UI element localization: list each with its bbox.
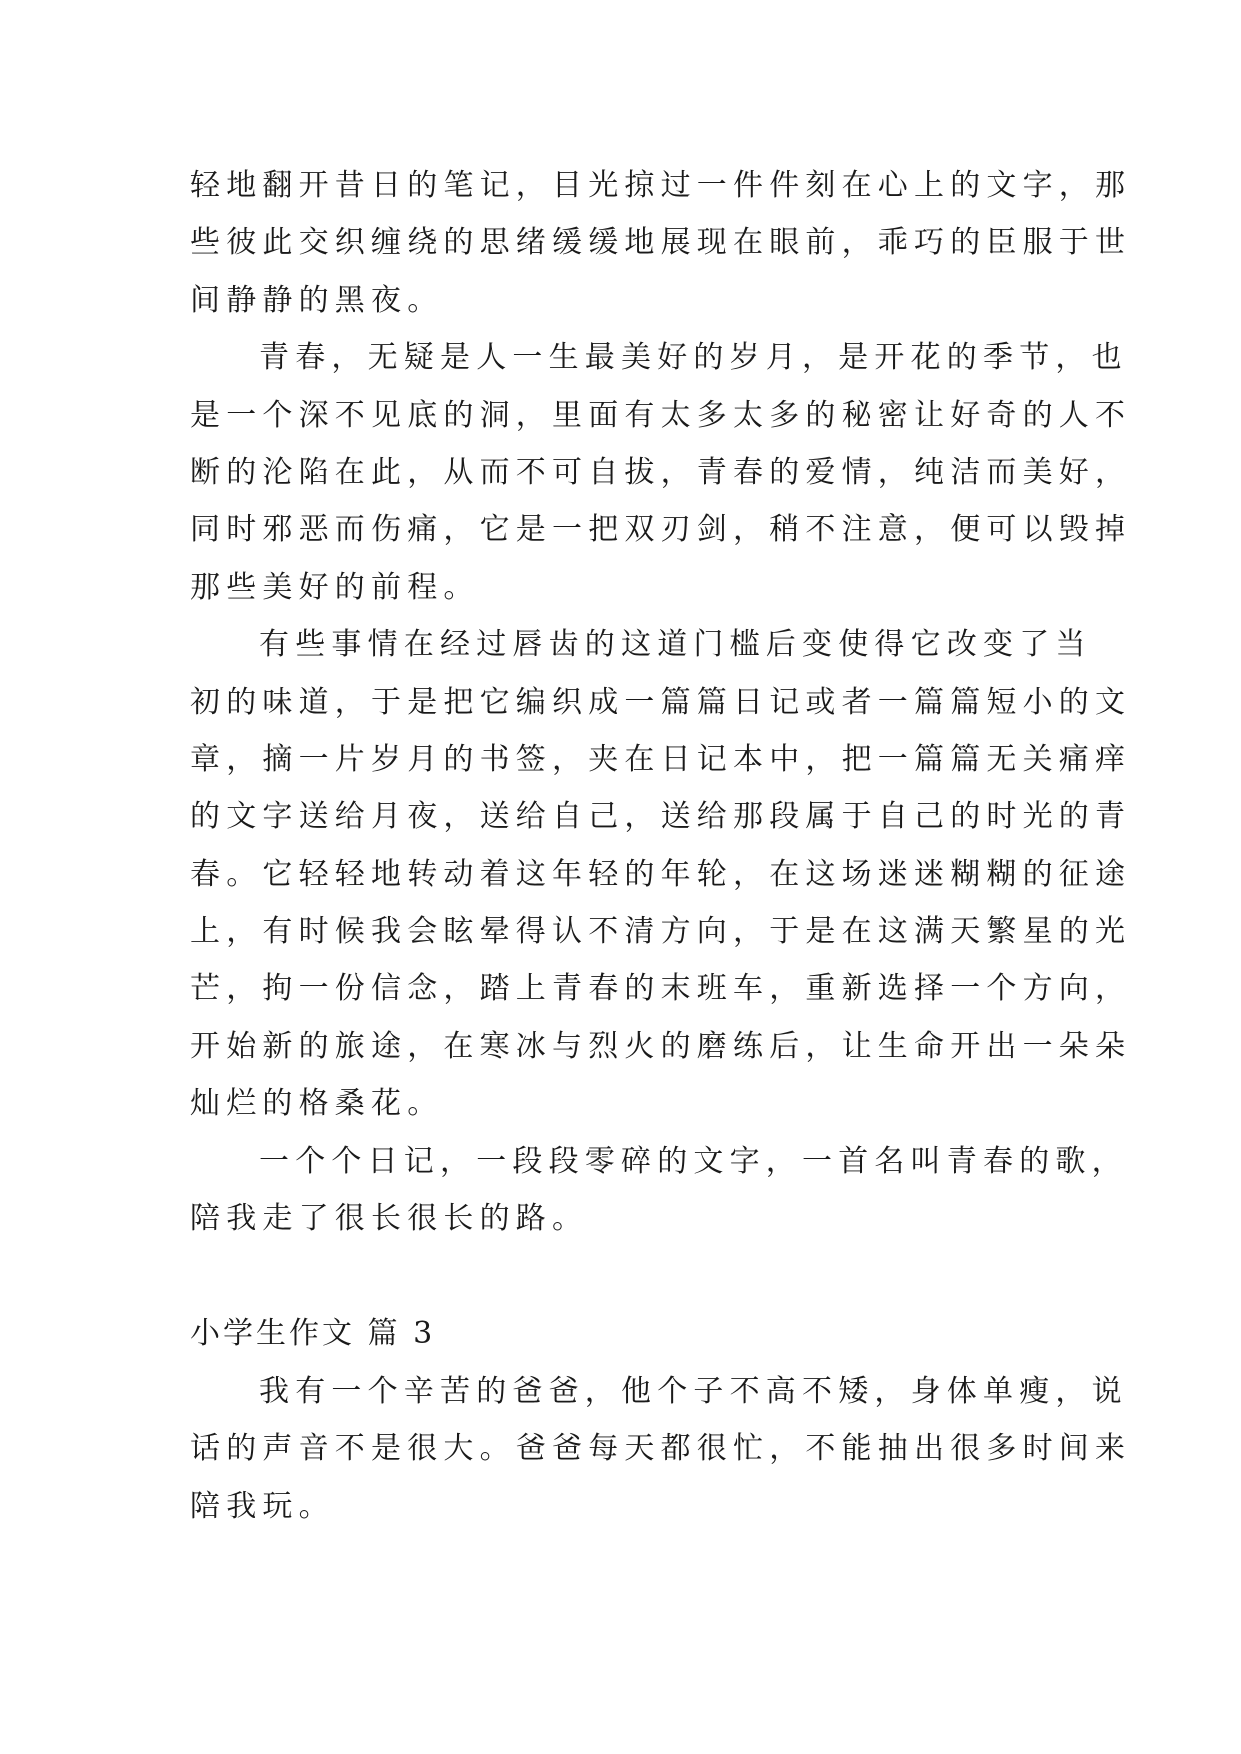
- paragraph: [190, 616, 1132, 1133]
- text-line: 初的味道，于是把它编织成一篇篇日记或者一篇篇短小的文: [190, 684, 1132, 720]
- spacer: [190, 1247, 1070, 1305]
- text-line: 是一个深不见底的洞，里面有太多太多的秘密让好奇的人不: [190, 397, 1132, 433]
- text-line: 陪我走了很长很长的路。: [190, 1201, 589, 1237]
- text-line: 春。它轻轻地转动着这年轻的年轮，在这场迷迷糊糊的征途: [190, 856, 1132, 892]
- text-line: 我有一个辛苦的爸爸，他个子不高不矮，身体单瘦，说: [259, 1373, 1128, 1409]
- text-line: 那些美好的前程。: [190, 569, 480, 605]
- text-line: 话的声音不是很大。爸爸每天都很忙，不能抽出很多时间来: [190, 1431, 1132, 1467]
- text-line: 章，摘一片岁月的书签，夹在日记本中，把一篇篇无关痛痒: [190, 741, 1132, 777]
- text-line: 一个个日记，一段段零碎的文字，一首名叫青春的歌，: [259, 1143, 1128, 1179]
- text-line: 上，有时候我会眩晕得认不清方向，于是在这满天繁星的光: [190, 914, 1132, 950]
- text-line: 有些事情在经过唇齿的这道门槛后变使得它改变了当: [259, 627, 1092, 663]
- document-body: [190, 157, 1132, 1535]
- text-line: 些彼此交织缠绕的思绪缓缓地展现在眼前，乖巧的臣服于世: [190, 225, 1132, 261]
- text-line: 青春，无疑是人一生最美好的岁月，是开花的季节，也: [259, 340, 1128, 376]
- text-line: 断的沦陷在此，从而不可自拔，青春的爱情，纯洁而美好，: [190, 454, 1132, 490]
- section-heading: 小学生作文 篇 3: [190, 1316, 436, 1352]
- text-line: 同时邪恶而伤痛，它是一把双刃剑，稍不注意，便可以毁掉: [190, 512, 1132, 548]
- text-line: 的文字送给月夜，送给自己，送给那段属于自己的时光的青: [190, 799, 1132, 835]
- text-line: 轻地翻开昔日的笔记，目光掠过一件件刻在心上的文字，那: [190, 168, 1132, 203]
- paragraph: [190, 1133, 1128, 1248]
- text-line: 间静静的黑夜。: [190, 282, 444, 318]
- paragraph: [190, 1363, 1132, 1535]
- text-line: 陪我玩。: [190, 1488, 335, 1524]
- paragraph: [190, 329, 1132, 616]
- text-line: 开始新的旅途，在寒冰与烈火的磨练后，让生命开出一朵朵: [190, 1028, 1132, 1064]
- paragraph: [190, 157, 1132, 329]
- text-line: 灿烂的格桑花。: [190, 1086, 444, 1122]
- text-line: 芒，拘一份信念，踏上青春的末班车，重新选择一个方向，: [190, 971, 1132, 1007]
